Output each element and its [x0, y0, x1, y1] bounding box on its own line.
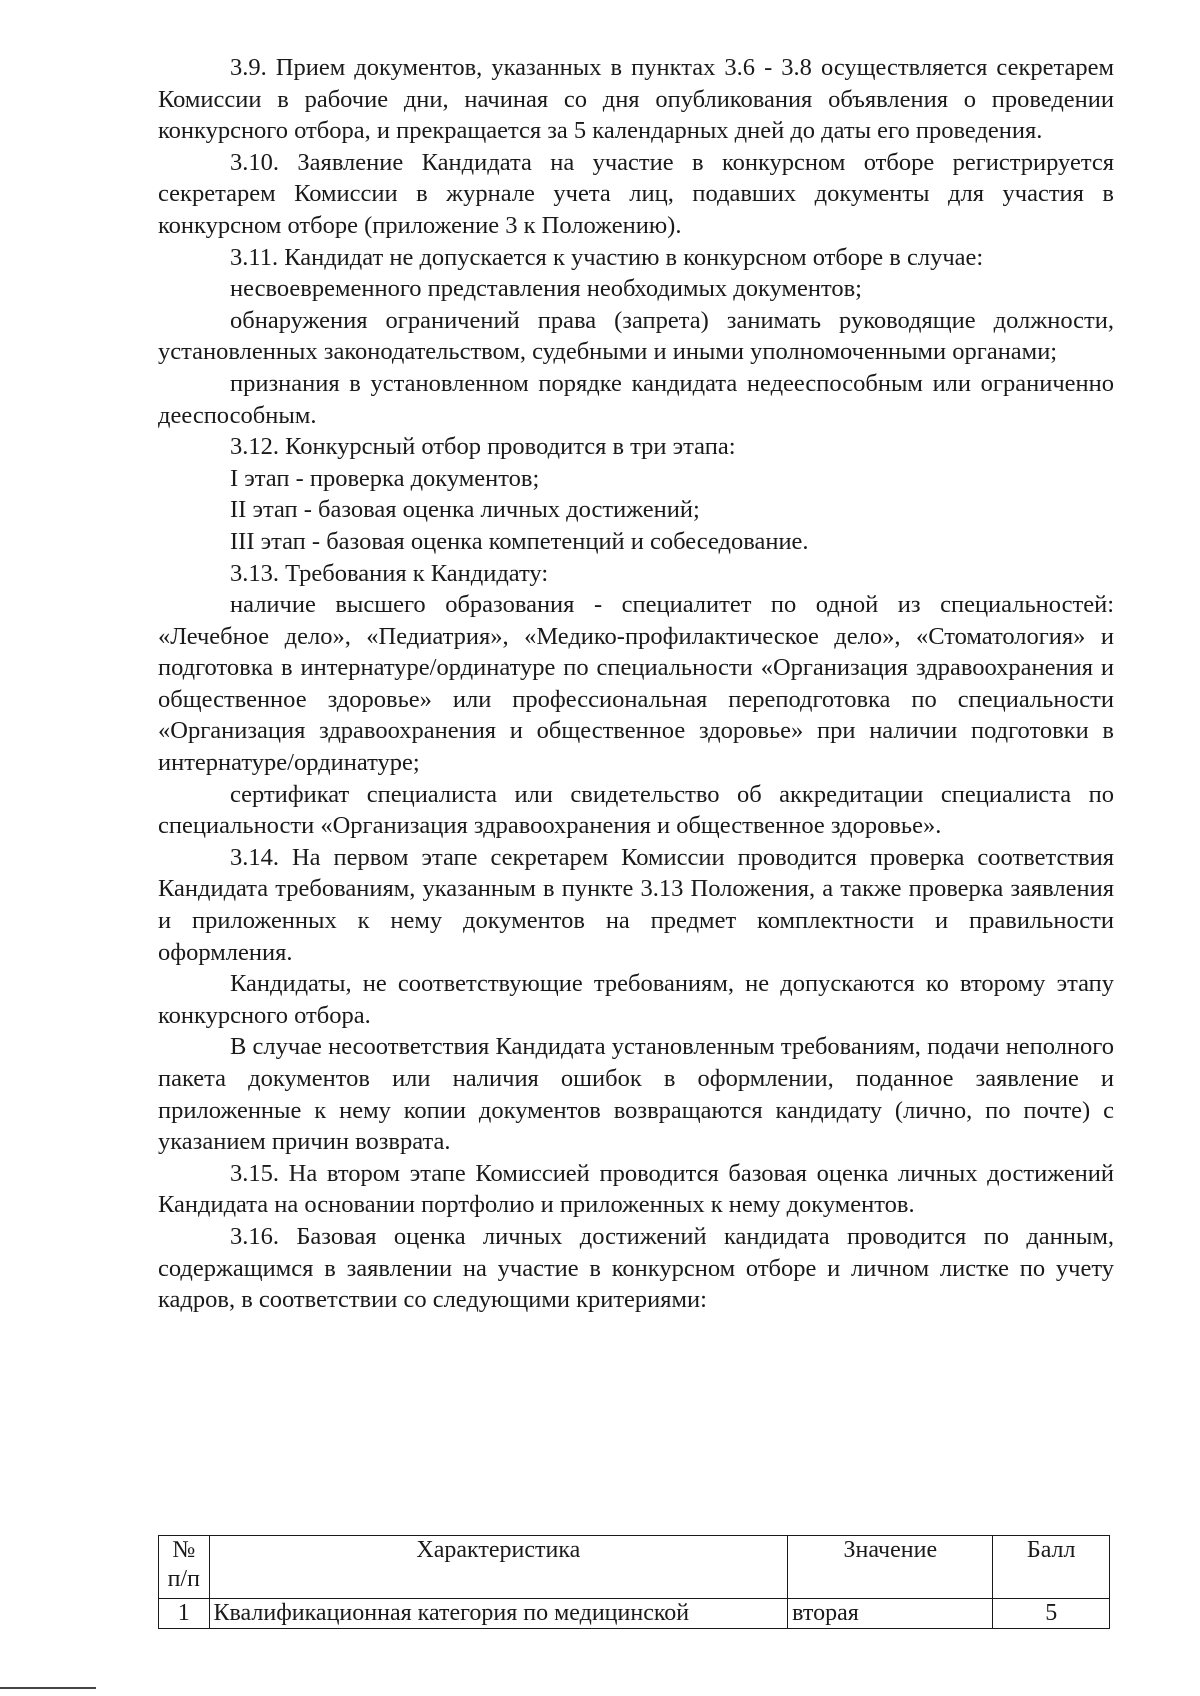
table-header-row	[159, 1536, 1110, 1599]
paragraph-3-14: 3.14. На первом этапе секретарем Комиссии проводится проверка соответствия Кандидата требованиям, указанным в пункте 3.13 Положения, а также проверка заявления и приложенных к нему документов на предмет комплектности и правильности оформления.	[158, 843, 1114, 966]
list-item: II этап - базовая оценка личных достижений;	[230, 496, 700, 524]
scan-edge-line	[0, 1687, 96, 1689]
cell-value: вторая	[788, 1599, 993, 1629]
cell-characteristic: Квалификационная категория по медицинской	[209, 1599, 788, 1629]
paragraph-3-11: 3.11. Кандидат не допускается к участию в конкурсном отборе в случае:	[230, 243, 984, 271]
column-header-characteristic: Характеристика	[209, 1536, 788, 1599]
list-item: признания в установленном порядке кандидата недееспособным или ограниченно дееспособным.	[158, 369, 1114, 429]
list-item: обнаружения ограничений права (запрета) занимать руководящие должности, установленных законодательством, судебными и иными уполномоченными органами;	[158, 306, 1114, 366]
paragraph: В случае несоответствия Кандидата установленным требованиям, подачи неполного пакета документов или наличия ошибок в оформлении, поданное заявление и приложенные к нему копии документов возвращаются кандидату (лично, по почте) с указанием причин возврата.	[158, 1033, 1114, 1156]
column-header-value: Значение	[788, 1536, 993, 1599]
column-header-score: Балл	[993, 1536, 1110, 1599]
table-row	[159, 1599, 1110, 1629]
list-item: сертификат специалиста или свидетельство об аккредитации специалиста по специальности «Организация здравоохранения и общественное здоровье».	[158, 780, 1114, 840]
paragraph-3-10: 3.10. Заявление Кандидата на участие в конкурсном отборе регистрируется секретарем Комиссии в журнале учета лиц, подавших документы для участия в конкурсном отборе (приложение 3 к Положению).	[158, 148, 1114, 239]
paragraph-3-16: 3.16. Базовая оценка личных достижений кандидата проводится по данным, содержащимся в заявлении на участие в конкурсном отборе и личном листке по учету кадров, в соответствии со следующими критериями:	[158, 1222, 1114, 1314]
cell-number: 1	[159, 1599, 210, 1629]
paragraph: Кандидаты, не соответствующие требованиям, не допускаются ко второму этапу конкурсного отбора.	[158, 970, 1114, 1029]
paragraph-3-15: 3.15. На втором этапе Комиссией проводится базовая оценка личных достижений Кандидата на основании портфолио и приложенных к нему документов.	[158, 1159, 1114, 1219]
list-item: III этап - базовая оценка компетенций и собеседование.	[230, 527, 809, 555]
document-body	[158, 52, 1114, 1316]
list-item: I этап - проверка документов;	[230, 464, 540, 492]
criteria-table	[158, 1535, 1110, 1629]
column-header-number: № п/п	[159, 1536, 210, 1599]
paragraph-3-13: 3.13. Требования к Кандидату:	[230, 559, 549, 587]
list-item: наличие высшего образования - специалитет по одной из специальностей: «Лечебное дело», «Педиатрия», «Медико-профилактическое дело», «Стоматология» и подготовка в интернатуре/ординатуре по специальности «Организация здравоохранения и общественное здоровье» или профессиональная переподготовка по специальности «Организация здравоохранения и общественное здоровье» при наличии подготовки в интернатуре/ординатуре;	[158, 591, 1114, 777]
paragraph-3-9: 3.9. Прием документов, указанных в пунктах 3.6 - 3.8 осуществляется секретарем Комиссии в рабочие дни, начиная со дня опубликования объявления о проведении конкурсного отбора, и прекращается за 5 календарных дней до даты его проведения.	[158, 54, 1114, 145]
paragraph-3-12: 3.12. Конкурсный отбор проводится в три этапа:	[230, 433, 736, 461]
list-item: несвоевременного представления необходимых документов;	[230, 275, 862, 303]
cell-score: 5	[993, 1599, 1110, 1629]
